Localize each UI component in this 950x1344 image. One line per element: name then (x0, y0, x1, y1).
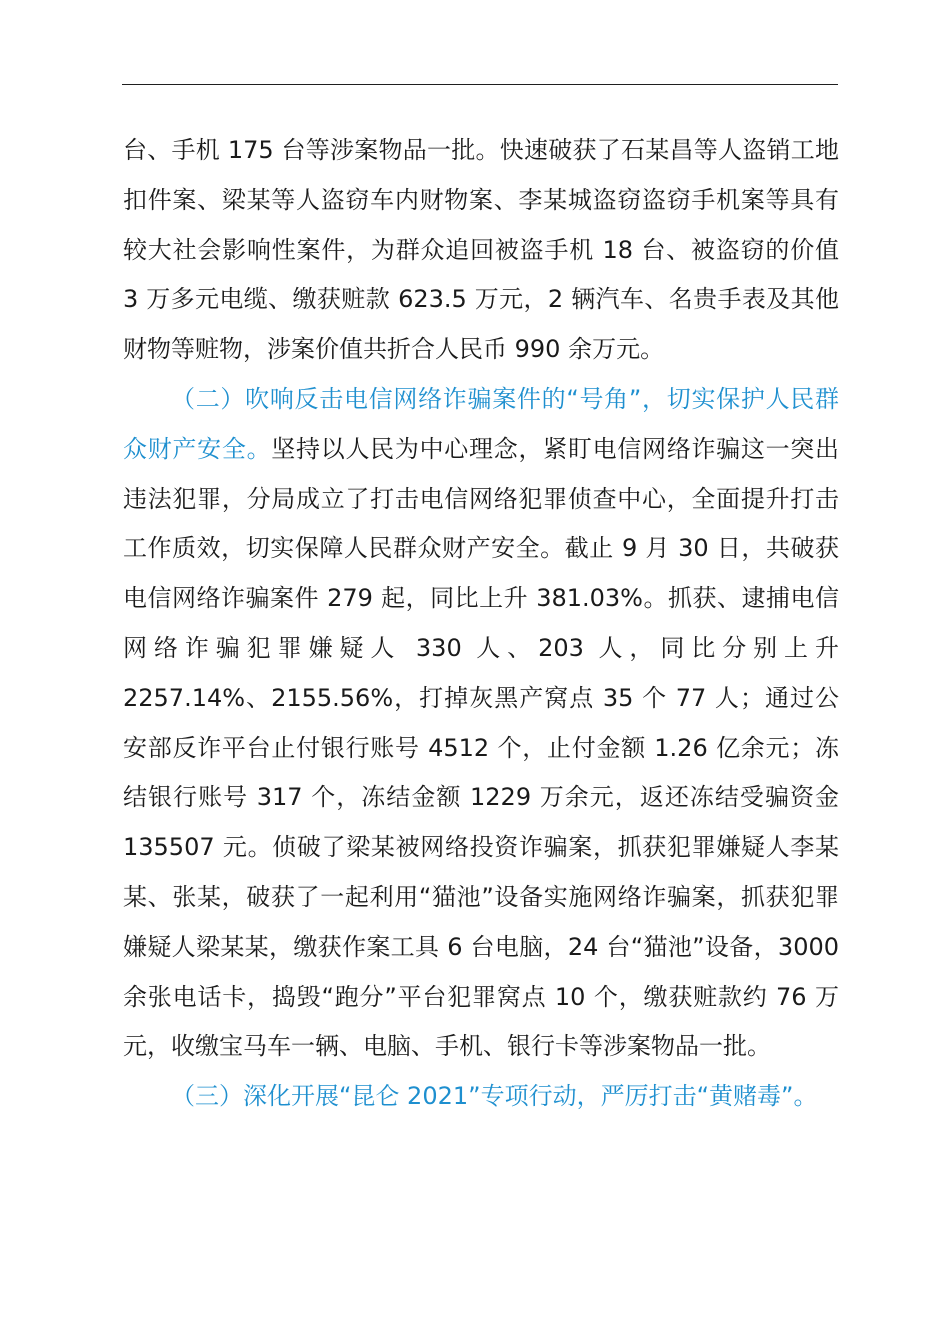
paragraph-section-3 (123, 1072, 839, 1122)
document-body (123, 126, 839, 1122)
header-rule (122, 84, 838, 85)
section-3-heading: （三）深化开展“昆仑 2021”专项行动，严厉打击“黄赌毒”。 (171, 1082, 818, 1111)
section-2-heading: （二）吹响反击电信网络诈骗案件的“号角”，切实保护人民群众财产安全。 (123, 384, 839, 463)
paragraph-section-2 (123, 375, 839, 1072)
section-2-body: 坚持以人民为中心理念，紧盯电信网络诈骗这一突出违法犯罪，分局成立了打击电信网络犯罪侦查中心，全面提升打击工作质效，切实保障人民群众财产安全。截止 9 月 30 日，共破获电信网络诈骗案件 279 起，同比上升 381.03%。抓获、逮捕电信网络诈骗犯罪嫌疑人 330 人、203 人，同比分别上升 2257.14%、2155.56%，打掉灰黑产窝点 35 个 77 人；通过公安部反诈平台止付银行账号 4512 个，止付金额 1.26 亿余元；冻结银行账号 317 个，冻结金额 1229 万余元，返还冻结受骗资金 135507 元。侦破了梁某被网络投资诈骗案，抓获犯罪嫌疑人李某某、张某，破获了一起利用“猫池”设备实施网络诈骗案，抓获犯罪嫌疑人梁某某，缴获作案工具 6 台电脑，24 台“猫池”设备，3000 余张电话卡，捣毁“跑分”平台犯罪窝点 10 个，缴获赃款约 76 万元，收缴宝马车一辆、电脑、手机、银行卡等涉案物品一批。 (123, 434, 840, 1061)
paragraph-1: 台、手机 175 台等涉案物品一批。快速破获了石某昌等人盗销工地扣件案、梁某等人盗窃车内财物案、李某城盗窃盗窃手机案等具有较大社会影响性案件，为群众追回被盗手机 18 台、被盗窃的价值 3 万多元电缆、缴获赃款 623.5 万元，2 辆汽车、名贵手表及其他财物等赃物，涉案价值共折合人民币 990 余万元。 (123, 136, 839, 364)
